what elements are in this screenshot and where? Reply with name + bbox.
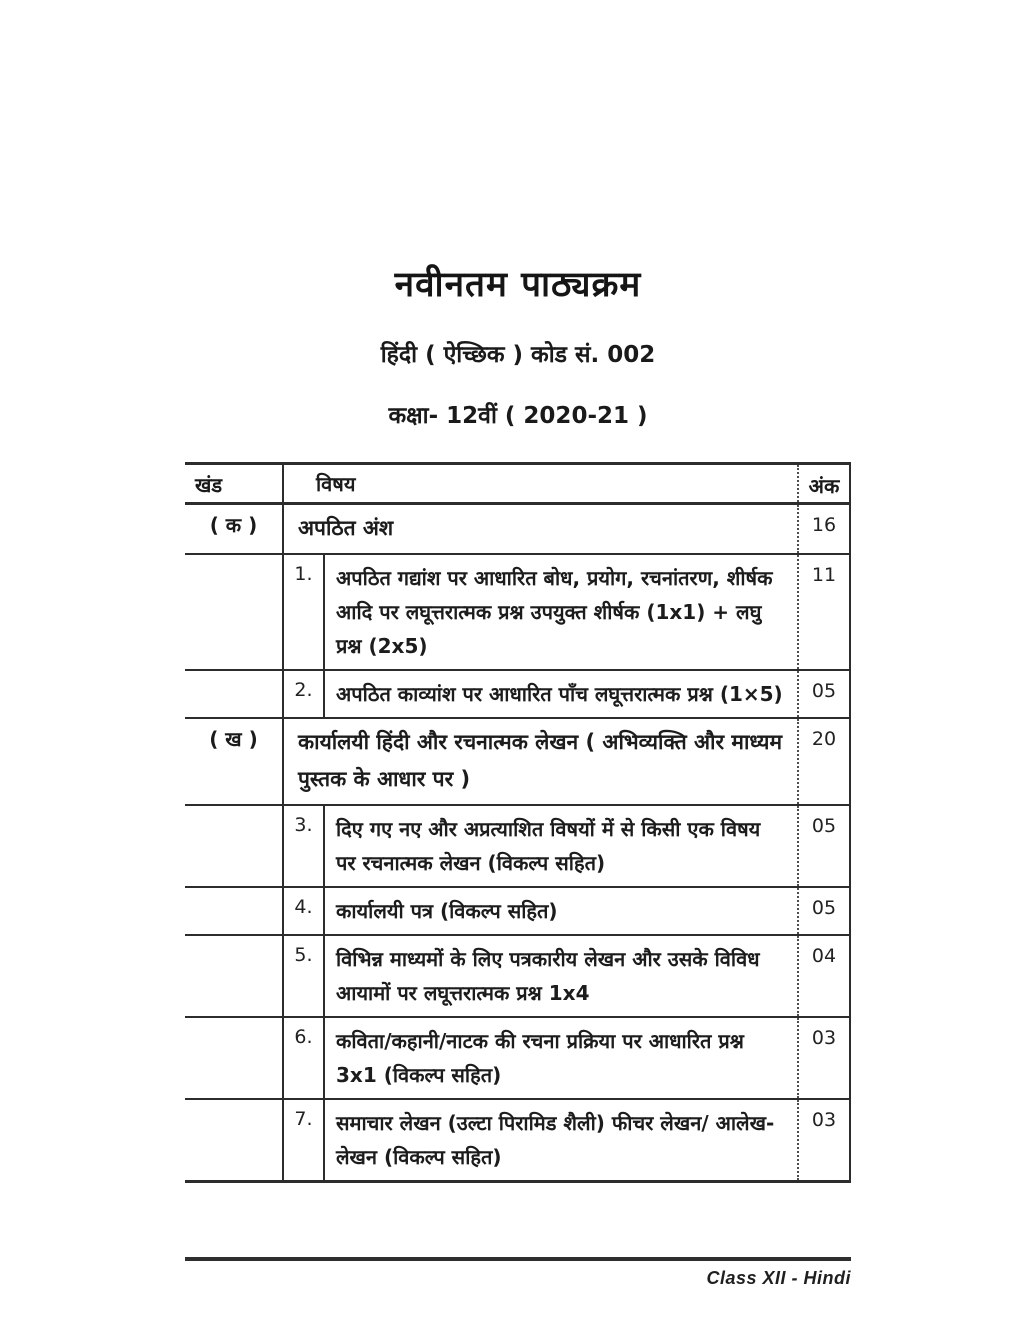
row-subject-cell [282,555,797,669]
table-header-row [185,465,849,505]
row-section-cell-empty [185,806,282,886]
row-marks: 03 [797,1018,849,1098]
row-number: 1. [284,555,325,669]
row-subject-cell [282,806,797,886]
table-row-item-2 [185,671,849,719]
row-marks: 20 [797,719,849,804]
row-subject-cell [282,1100,797,1180]
row-text: अपठित अंश [298,516,394,540]
header-subject-label: विषय [316,472,356,496]
row-text: समाचार लेखन (उल्टा पिरामिड शैली) फीचर लेखन/ आलेख-लेखन (विकल्प सहित) [336,1111,775,1169]
header-subject-cell [282,465,797,502]
page-content [185,0,851,1289]
row-marks: 05 [797,888,849,934]
row-section-cell-empty [185,555,282,669]
subtitle-course-code: हिंदी ( ऐच्छिक ) कोड सं. 002 [380,342,656,368]
table-row-item-3 [185,806,849,888]
row-marks: 05 [797,806,849,886]
syllabus-table [185,462,851,1183]
row-section-cell-empty [185,888,282,934]
row-text: दिए गए नए और अप्रत्याशित विषयों में से किसी एक विषय पर रचनात्मक लेखन (विकल्प सहित) [336,817,761,875]
row-marks: 04 [797,936,849,1016]
row-text: अपठित काव्यांश पर आधारित पाँच लघूत्तरात्मक प्रश्न (1×5) [336,682,783,706]
row-number: 5. [284,936,325,1016]
footer-label: Class XII - Hindi [706,1268,851,1288]
row-section-cell-empty [185,1018,282,1098]
row-section-cell-empty [185,671,282,717]
row-marks: 05 [797,671,849,717]
table-row-item-5 [185,936,849,1018]
row-subject-cell [282,888,797,934]
row-subject-cell [282,1018,797,1098]
row-number: 7. [284,1100,325,1180]
row-section-label: ( ख ) [209,727,258,751]
row-text: कविता/कहानी/नाटक की रचना प्रक्रिया पर आधारित प्रश्न 3x1 (विकल्प सहित) [336,1029,744,1087]
row-number: 3. [284,806,325,886]
page-title: नवीनतम पाठ्यक्रम [394,265,642,305]
table-row-section-ka [185,505,849,555]
table-row-section-kha [185,719,849,806]
row-section-cell-empty [185,936,282,1016]
row-text: कार्यालयी हिंदी और रचनात्मक लेखन ( अभिव्यक्ति और माध्यम पुस्तक के आधार पर ) [298,730,783,791]
header-section-label: खंड [195,473,223,497]
table-row-item-6 [185,1018,849,1100]
row-section-label: ( क ) [209,513,258,537]
row-number: 4. [284,888,325,934]
subtitle-class-year: कक्षा- 12वीं ( 2020-21 ) [388,403,648,429]
row-subject-cell [282,505,797,553]
row-section-cell-empty [185,1100,282,1180]
row-marks: 11 [797,555,849,669]
row-subject-cell [282,719,797,804]
row-subject-cell [282,936,797,1016]
row-subject-cell [282,671,797,717]
table-row-item-7 [185,1100,849,1183]
row-text: अपठित गद्यांश पर आधारित बोध, प्रयोग, रचनांतरण, शीर्षक आदि पर लघूत्तरात्मक प्रश्न उपयुक्त शीर्षक (1x1) + लघु प्रश्न (2x5) [336,566,773,658]
row-marks: 03 [797,1100,849,1180]
header-marks-label: अंक [797,465,849,502]
row-number: 2. [284,671,325,717]
row-text: विभिन्न माध्यमों के लिए पत्रकारीय लेखन और उसके विविध आयामों पर लघूत्तरात्मक प्रश्न 1x4 [336,947,760,1005]
table-row-item-4 [185,888,849,936]
footer-divider [185,1257,851,1261]
table-row-item-1 [185,555,849,671]
row-text: कार्यालयी पत्र (विकल्प सहित) [336,899,558,923]
row-marks: 16 [797,505,849,553]
row-number: 6. [284,1018,325,1098]
